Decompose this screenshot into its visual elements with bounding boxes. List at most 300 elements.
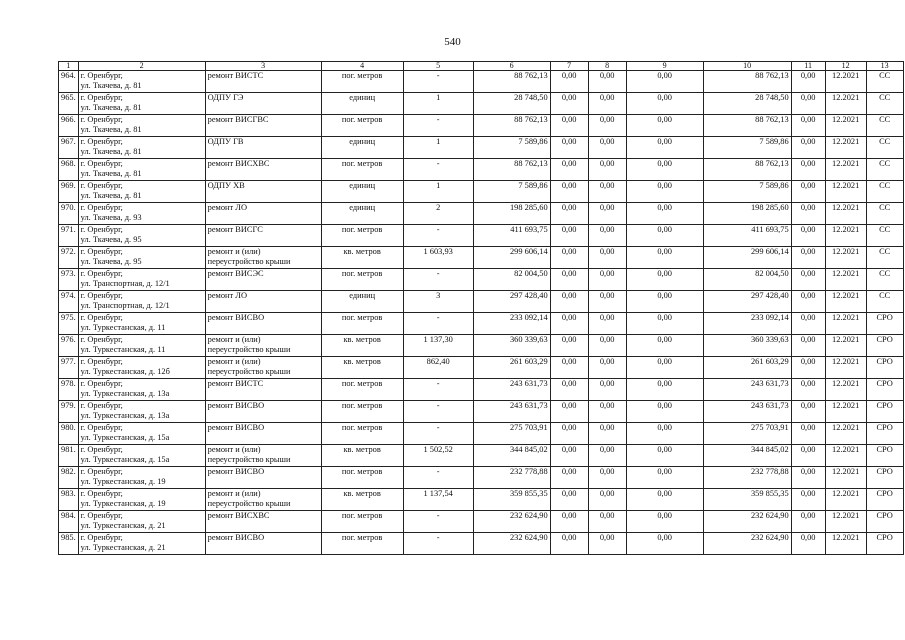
work-type-line-2: переустройство крыши [207,499,291,508]
address-cell [78,489,205,511]
unit-cell: пог. метров [321,467,403,489]
address-line-1: г. Оренбург, [80,137,123,146]
budget-cell: 0,00 [588,467,626,489]
table-row [59,401,904,423]
budget-cell: 0,00 [588,401,626,423]
work-type-cell [205,203,321,225]
quantity-cell: 3 [403,291,473,313]
quantity-cell: - [403,467,473,489]
table-row [59,159,904,181]
work-type-line-1: ремонт и (или) [207,489,261,498]
total-cost-cell: 297 428,40 [473,291,550,313]
address-line-2: ул. Туркестанская, д. 15а [80,455,170,464]
other-funds-cell: 0,00 [791,445,825,467]
completion-date-cell: 12.2021 [825,401,866,423]
address-line-1: г. Оренбург, [80,511,123,520]
total-cost-cell: 232 778,88 [473,467,550,489]
column-number-header-row [59,62,904,71]
completion-date-cell: 12.2021 [825,511,866,533]
work-type-cell [205,71,321,93]
address-line-1: г. Оренбург, [80,181,123,190]
other-funds-cell: 0,00 [791,511,825,533]
other-funds-cell: 0,00 [791,159,825,181]
address-line-2: ул. Ткачева, д. 81 [80,103,142,112]
unit-cell: пог. метров [321,511,403,533]
table-row [59,137,904,159]
address-line-1: г. Оренбург, [80,335,123,344]
local-budget-cell: 0,00 [626,533,703,555]
completion-date-cell: 12.2021 [825,379,866,401]
fund-type-cell: СС [866,159,903,181]
address-line-1: г. Оренбург, [80,225,123,234]
fund-cell: 0,00 [550,335,588,357]
address-line-1: г. Оренбург, [80,401,123,410]
table-row [59,489,904,511]
work-type-cell [205,357,321,379]
fund-cell: 0,00 [550,291,588,313]
owners-funds-cell: 232 778,88 [703,467,791,489]
work-type-line-1: ремонт ВИСВО [207,533,265,542]
work-type-cell [205,247,321,269]
owners-funds-cell: 7 589,86 [703,181,791,203]
total-cost-cell: 233 092,14 [473,313,550,335]
unit-cell: кв. метров [321,357,403,379]
total-cost-cell: 88 762,13 [473,159,550,181]
fund-cell: 0,00 [550,159,588,181]
owners-funds-cell: 359 855,35 [703,489,791,511]
local-budget-cell: 0,00 [626,291,703,313]
completion-date-cell: 12.2021 [825,335,866,357]
work-type-cell [205,137,321,159]
table-row [59,511,904,533]
quantity-cell: - [403,533,473,555]
local-budget-cell: 0,00 [626,335,703,357]
address-line-2: ул. Ткачева, д. 95 [80,257,142,266]
unit-cell: кв. метров [321,445,403,467]
fund-cell: 0,00 [550,247,588,269]
owners-funds-cell: 243 631,73 [703,379,791,401]
quantity-cell: - [403,71,473,93]
total-cost-cell: 232 624,90 [473,533,550,555]
budget-cell: 0,00 [588,203,626,225]
address-cell [78,137,205,159]
fund-type-cell: СРО [866,467,903,489]
work-type-cell [205,269,321,291]
local-budget-cell: 0,00 [626,247,703,269]
work-type-line-1: ремонт ВИСВО [207,313,265,322]
owners-funds-cell: 411 693,75 [703,225,791,247]
address-line-1: г. Оренбург, [80,159,123,168]
work-type-line-2: переустройство крыши [207,257,291,266]
address-cell [78,533,205,555]
work-type-cell [205,401,321,423]
unit-cell: кв. метров [321,489,403,511]
address-cell [78,511,205,533]
other-funds-cell: 0,00 [791,467,825,489]
other-funds-cell: 0,00 [791,137,825,159]
row-number-cell: 973. [59,269,79,291]
fund-type-cell: СС [866,93,903,115]
completion-date-cell: 12.2021 [825,313,866,335]
budget-cell: 0,00 [588,357,626,379]
unit-cell: единиц [321,93,403,115]
address-line-2: ул. Туркестанская, д. 19 [80,477,166,486]
fund-type-cell: СС [866,71,903,93]
column-number-13: 13 [866,62,903,71]
table-row [59,533,904,555]
owners-funds-cell: 297 428,40 [703,291,791,313]
column-number-1: 1 [59,62,79,71]
address-line-1: г. Оренбург, [80,115,123,124]
table-row [59,291,904,313]
other-funds-cell: 0,00 [791,533,825,555]
total-cost-cell: 344 845,02 [473,445,550,467]
budget-cell: 0,00 [588,225,626,247]
unit-cell: пог. метров [321,423,403,445]
address-line-1: г. Оренбург, [80,291,123,300]
work-type-cell [205,181,321,203]
quantity-cell: 1 [403,137,473,159]
row-number-cell: 974. [59,291,79,313]
address-line-2: ул. Туркестанская, д. 13а [80,411,170,420]
address-line-2: ул. Туркестанская, д. 21 [80,543,166,552]
quantity-cell: 1 137,30 [403,335,473,357]
row-number-cell: 982. [59,467,79,489]
work-type-line-1: ремонт и (или) [207,247,261,256]
fund-type-cell: СС [866,225,903,247]
work-type-line-1: ремонт ВИСЭС [207,269,264,278]
owners-funds-cell: 232 624,90 [703,533,791,555]
completion-date-cell: 12.2021 [825,489,866,511]
row-number-cell: 977. [59,357,79,379]
column-number-11: 11 [791,62,825,71]
row-number-cell: 969. [59,181,79,203]
row-number-cell: 985. [59,533,79,555]
page-number: 540 [444,36,461,48]
fund-type-cell: СРО [866,401,903,423]
total-cost-cell: 7 589,86 [473,181,550,203]
address-cell [78,181,205,203]
address-line-2: ул. Туркестанская, д. 11 [80,345,166,354]
fund-type-cell: СРО [866,423,903,445]
column-number-2: 2 [78,62,205,71]
other-funds-cell: 0,00 [791,423,825,445]
address-line-1: г. Оренбург, [80,71,123,80]
local-budget-cell: 0,00 [626,181,703,203]
work-type-line-1: ремонт ВИСХВС [207,159,270,168]
completion-date-cell: 12.2021 [825,225,866,247]
total-cost-cell: 82 004,50 [473,269,550,291]
address-line-2: ул. Туркестанская, д. 21 [80,521,166,530]
table-row [59,247,904,269]
row-number-cell: 983. [59,489,79,511]
address-line-1: г. Оренбург, [80,93,123,102]
local-budget-cell: 0,00 [626,93,703,115]
local-budget-cell: 0,00 [626,445,703,467]
other-funds-cell: 0,00 [791,71,825,93]
table-row [59,445,904,467]
fund-cell: 0,00 [550,511,588,533]
completion-date-cell: 12.2021 [825,423,866,445]
unit-cell: кв. метров [321,335,403,357]
unit-cell: единиц [321,203,403,225]
quantity-cell: - [403,401,473,423]
local-budget-cell: 0,00 [626,137,703,159]
fund-cell: 0,00 [550,115,588,137]
row-number-cell: 981. [59,445,79,467]
work-type-line-2: переустройство крыши [207,345,291,354]
fund-cell: 0,00 [550,401,588,423]
total-cost-cell: 232 624,90 [473,511,550,533]
other-funds-cell: 0,00 [791,357,825,379]
local-budget-cell: 0,00 [626,401,703,423]
unit-cell: пог. метров [321,71,403,93]
local-budget-cell: 0,00 [626,115,703,137]
quantity-cell: 1 137,54 [403,489,473,511]
fund-cell: 0,00 [550,137,588,159]
quantity-cell: 862,40 [403,357,473,379]
work-type-cell [205,467,321,489]
fund-type-cell: СС [866,137,903,159]
fund-type-cell: СРО [866,445,903,467]
address-line-1: г. Оренбург, [80,423,123,432]
owners-funds-cell: 198 285,60 [703,203,791,225]
unit-cell: пог. метров [321,379,403,401]
address-cell [78,313,205,335]
unit-cell: единиц [321,137,403,159]
other-funds-cell: 0,00 [791,225,825,247]
work-type-line-2: переустройство крыши [207,367,291,376]
owners-funds-cell: 299 606,14 [703,247,791,269]
work-type-line-1: ремонт ВИСХВС [207,511,270,520]
table-row [59,379,904,401]
work-type-cell [205,313,321,335]
work-type-line-1: ремонт ВИСВО [207,401,265,410]
local-budget-cell: 0,00 [626,203,703,225]
completion-date-cell: 12.2021 [825,247,866,269]
fund-type-cell: СС [866,115,903,137]
completion-date-cell: 12.2021 [825,467,866,489]
fund-type-cell: СРО [866,511,903,533]
other-funds-cell: 0,00 [791,269,825,291]
completion-date-cell: 12.2021 [825,269,866,291]
local-budget-cell: 0,00 [626,511,703,533]
address-cell [78,115,205,137]
owners-funds-cell: 7 589,86 [703,137,791,159]
table-row [59,269,904,291]
fund-cell: 0,00 [550,357,588,379]
row-number-cell: 964. [59,71,79,93]
row-number-cell: 980. [59,423,79,445]
work-type-cell [205,335,321,357]
quantity-cell: - [403,115,473,137]
address-line-2: ул. Ткачева, д. 81 [80,81,142,90]
address-cell [78,203,205,225]
owners-funds-cell: 88 762,13 [703,115,791,137]
work-type-cell [205,379,321,401]
address-line-1: г. Оренбург, [80,269,123,278]
row-number-cell: 966. [59,115,79,137]
completion-date-cell: 12.2021 [825,357,866,379]
work-type-cell [205,159,321,181]
total-cost-cell: 275 703,91 [473,423,550,445]
fund-type-cell: СРО [866,313,903,335]
address-cell [78,423,205,445]
quantity-cell: 1 502,52 [403,445,473,467]
budget-cell: 0,00 [588,511,626,533]
owners-funds-cell: 232 624,90 [703,511,791,533]
owners-funds-cell: 360 339,63 [703,335,791,357]
work-type-line-1: ремонт и (или) [207,335,261,344]
work-type-line-1: ремонт ВИСВО [207,467,265,476]
address-line-2: ул. Транспортная, д. 12/1 [80,301,170,310]
address-line-2: ул. Туркестанская, д. 15а [80,433,170,442]
work-type-line-1: ОДПУ ГВ [207,137,244,146]
row-number-cell: 968. [59,159,79,181]
address-line-2: ул. Туркестанская, д. 12б [80,367,170,376]
quantity-cell: - [403,159,473,181]
row-number-cell: 965. [59,93,79,115]
column-number-12: 12 [825,62,866,71]
work-type-cell [205,225,321,247]
total-cost-cell: 243 631,73 [473,401,550,423]
fund-type-cell: СРО [866,357,903,379]
other-funds-cell: 0,00 [791,379,825,401]
address-line-1: г. Оренбург, [80,379,123,388]
address-line-1: г. Оренбург, [80,533,123,542]
work-type-line-1: ремонт ВИСГВС [207,115,269,124]
unit-cell: пог. метров [321,533,403,555]
table-row [59,115,904,137]
budget-cell: 0,00 [588,533,626,555]
fund-cell: 0,00 [550,225,588,247]
address-line-1: г. Оренбург, [80,467,123,476]
other-funds-cell: 0,00 [791,247,825,269]
work-type-cell [205,423,321,445]
work-type-line-2: переустройство крыши [207,455,291,464]
unit-cell: пог. метров [321,159,403,181]
work-type-cell [205,115,321,137]
address-cell [78,445,205,467]
work-type-line-1: ремонт ВИСВО [207,423,265,432]
total-cost-cell: 198 285,60 [473,203,550,225]
budget-cell: 0,00 [588,313,626,335]
budget-cell: 0,00 [588,291,626,313]
budget-cell: 0,00 [588,181,626,203]
work-type-cell [205,291,321,313]
fund-cell: 0,00 [550,269,588,291]
work-type-line-1: ремонт ВИСГС [207,225,263,234]
fund-cell: 0,00 [550,71,588,93]
fund-type-cell: СРО [866,379,903,401]
work-type-cell [205,445,321,467]
quantity-cell: - [403,423,473,445]
fund-type-cell: СРО [866,533,903,555]
completion-date-cell: 12.2021 [825,93,866,115]
unit-cell: пог. метров [321,115,403,137]
work-type-cell [205,93,321,115]
unit-cell: единиц [321,181,403,203]
fund-type-cell: СС [866,291,903,313]
table-row [59,93,904,115]
table-row [59,357,904,379]
table-row [59,71,904,93]
budget-cell: 0,00 [588,71,626,93]
total-cost-cell: 411 693,75 [473,225,550,247]
budget-cell: 0,00 [588,269,626,291]
row-number-cell: 976. [59,335,79,357]
unit-cell: пог. метров [321,313,403,335]
address-cell [78,467,205,489]
address-line-1: г. Оренбург, [80,357,123,366]
column-number-10: 10 [703,62,791,71]
local-budget-cell: 0,00 [626,159,703,181]
address-cell [78,335,205,357]
total-cost-cell: 88 762,13 [473,115,550,137]
local-budget-cell: 0,00 [626,423,703,445]
quantity-cell: - [403,511,473,533]
work-type-line-1: ремонт и (или) [207,357,261,366]
other-funds-cell: 0,00 [791,335,825,357]
owners-funds-cell: 275 703,91 [703,423,791,445]
fund-cell: 0,00 [550,467,588,489]
fund-type-cell: СС [866,269,903,291]
total-cost-cell: 7 589,86 [473,137,550,159]
work-type-line-1: ремонт ВИСТС [207,379,264,388]
column-number-8: 8 [588,62,626,71]
owners-funds-cell: 243 631,73 [703,401,791,423]
row-number-cell: 978. [59,379,79,401]
completion-date-cell: 12.2021 [825,181,866,203]
local-budget-cell: 0,00 [626,269,703,291]
total-cost-cell: 359 855,35 [473,489,550,511]
works-table [58,61,904,555]
fund-cell: 0,00 [550,203,588,225]
total-cost-cell: 360 339,63 [473,335,550,357]
column-number-7: 7 [550,62,588,71]
completion-date-cell: 12.2021 [825,291,866,313]
fund-cell: 0,00 [550,379,588,401]
owners-funds-cell: 82 004,50 [703,269,791,291]
address-cell [78,93,205,115]
address-cell [78,357,205,379]
other-funds-cell: 0,00 [791,115,825,137]
address-line-1: г. Оренбург, [80,247,123,256]
column-number-6: 6 [473,62,550,71]
budget-cell: 0,00 [588,335,626,357]
fund-type-cell: СС [866,181,903,203]
owners-funds-cell: 344 845,02 [703,445,791,467]
local-budget-cell: 0,00 [626,489,703,511]
total-cost-cell: 299 606,14 [473,247,550,269]
quantity-cell: 1 603,93 [403,247,473,269]
owners-funds-cell: 233 092,14 [703,313,791,335]
fund-type-cell: СС [866,203,903,225]
completion-date-cell: 12.2021 [825,445,866,467]
owners-funds-cell: 88 762,13 [703,71,791,93]
local-budget-cell: 0,00 [626,379,703,401]
row-number-cell: 984. [59,511,79,533]
budget-cell: 0,00 [588,423,626,445]
fund-cell: 0,00 [550,445,588,467]
fund-cell: 0,00 [550,489,588,511]
fund-cell: 0,00 [550,423,588,445]
work-type-line-1: ремонт ВИСТС [207,71,264,80]
row-number-cell: 972. [59,247,79,269]
completion-date-cell: 12.2021 [825,137,866,159]
fund-cell: 0,00 [550,313,588,335]
table-row [59,335,904,357]
